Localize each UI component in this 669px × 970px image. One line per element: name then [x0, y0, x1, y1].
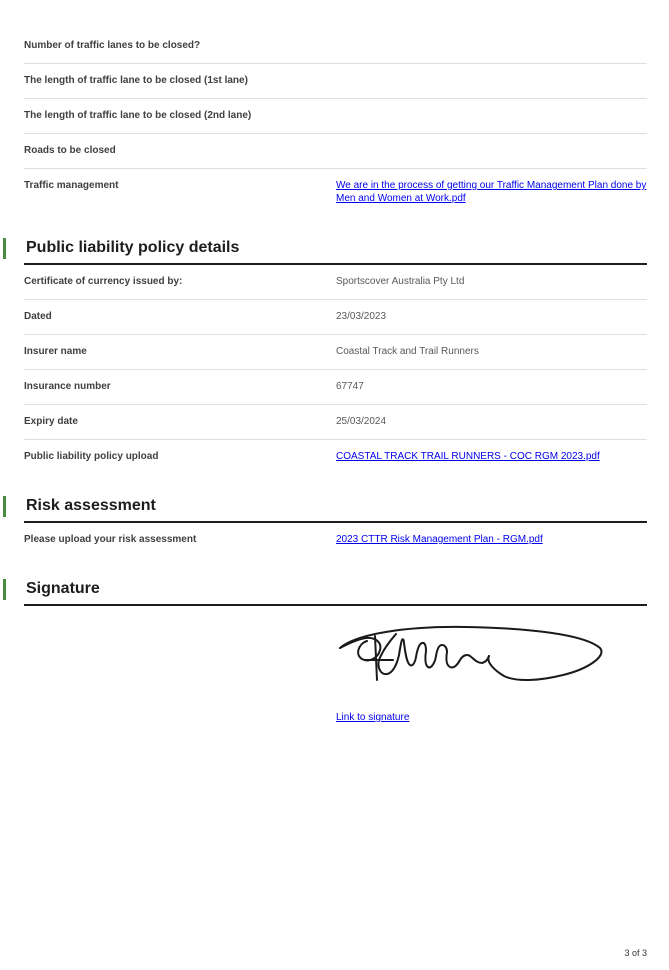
field-value: 23/03/2023 [336, 311, 387, 322]
field-value: Coastal Track and Trail Runners [336, 346, 479, 357]
section-accent-bar [3, 579, 6, 600]
section-header-signature [24, 579, 647, 606]
field-label: Dated [24, 311, 52, 322]
signature-image [336, 618, 606, 698]
field-label: Public liability policy upload [24, 451, 159, 462]
section-title-public-liability: Public liability policy details [26, 239, 240, 256]
public-liability-policy-link[interactable]: COASTAL TRACK TRAIL RUNNERS - COC RGM 2023.pdf [336, 451, 600, 462]
form-row-insurance-number [24, 370, 647, 405]
form-row-risk-assessment-upload [24, 523, 647, 557]
form-row-lane-length-2 [24, 99, 647, 134]
field-label: Please upload your risk assessment [24, 534, 197, 545]
form-row-expiry-date [24, 405, 647, 440]
risk-assessment-plan-link[interactable]: 2023 CTTR Risk Management Plan - RGM.pdf [336, 534, 543, 545]
form-row-traffic-management [24, 169, 647, 216]
section-accent-bar [3, 496, 6, 517]
field-value [336, 533, 647, 546]
traffic-section [24, 29, 647, 216]
section-header-public-liability [24, 238, 647, 265]
field-label: Expiry date [24, 416, 78, 427]
form-row-policy-upload [24, 440, 647, 474]
field-value [336, 179, 647, 205]
field-label: The length of traffic lane to be closed (1st lane) [24, 75, 248, 86]
field-label: Number of traffic lanes to be closed? [24, 40, 201, 51]
field-label: Certificate of currency issued by: [24, 276, 183, 287]
signature-block [336, 618, 647, 725]
field-label: The length of traffic lane to be closed (2nd lane) [24, 110, 252, 121]
field-value: 25/03/2024 [336, 416, 387, 427]
form-row-traffic-lanes [24, 29, 647, 64]
form-row-lane-length-1 [24, 64, 647, 99]
page-content [24, 29, 647, 725]
field-value: Sportscover Australia Pty Ltd [336, 276, 465, 287]
form-row-roads-closed [24, 134, 647, 169]
field-label: Traffic management [24, 180, 119, 191]
public-liability-section [24, 265, 647, 474]
field-label: Insurance number [24, 381, 111, 392]
section-title-signature: Signature [26, 580, 100, 597]
section-accent-bar [3, 238, 6, 259]
form-row-dated [24, 300, 647, 335]
signature-link-wrap [336, 707, 647, 725]
section-title-risk-assessment: Risk assessment [26, 497, 156, 514]
traffic-management-plan-link[interactable]: We are in the process of getting our Traffic Management Plan done by Men and Women at Work.pdf [336, 180, 647, 204]
link-to-signature[interactable]: Link to signature [336, 712, 410, 723]
risk-assessment-section [24, 523, 647, 557]
field-value [336, 450, 647, 463]
form-row-insurer-name [24, 335, 647, 370]
field-label: Roads to be closed [24, 145, 116, 156]
page-number: 3 of 3 [624, 948, 647, 958]
field-value: 67747 [336, 381, 364, 392]
form-row-certificate-issuer [24, 265, 647, 300]
signature-section [24, 618, 647, 725]
section-header-risk-assessment [24, 496, 647, 523]
field-label: Insurer name [24, 346, 87, 357]
